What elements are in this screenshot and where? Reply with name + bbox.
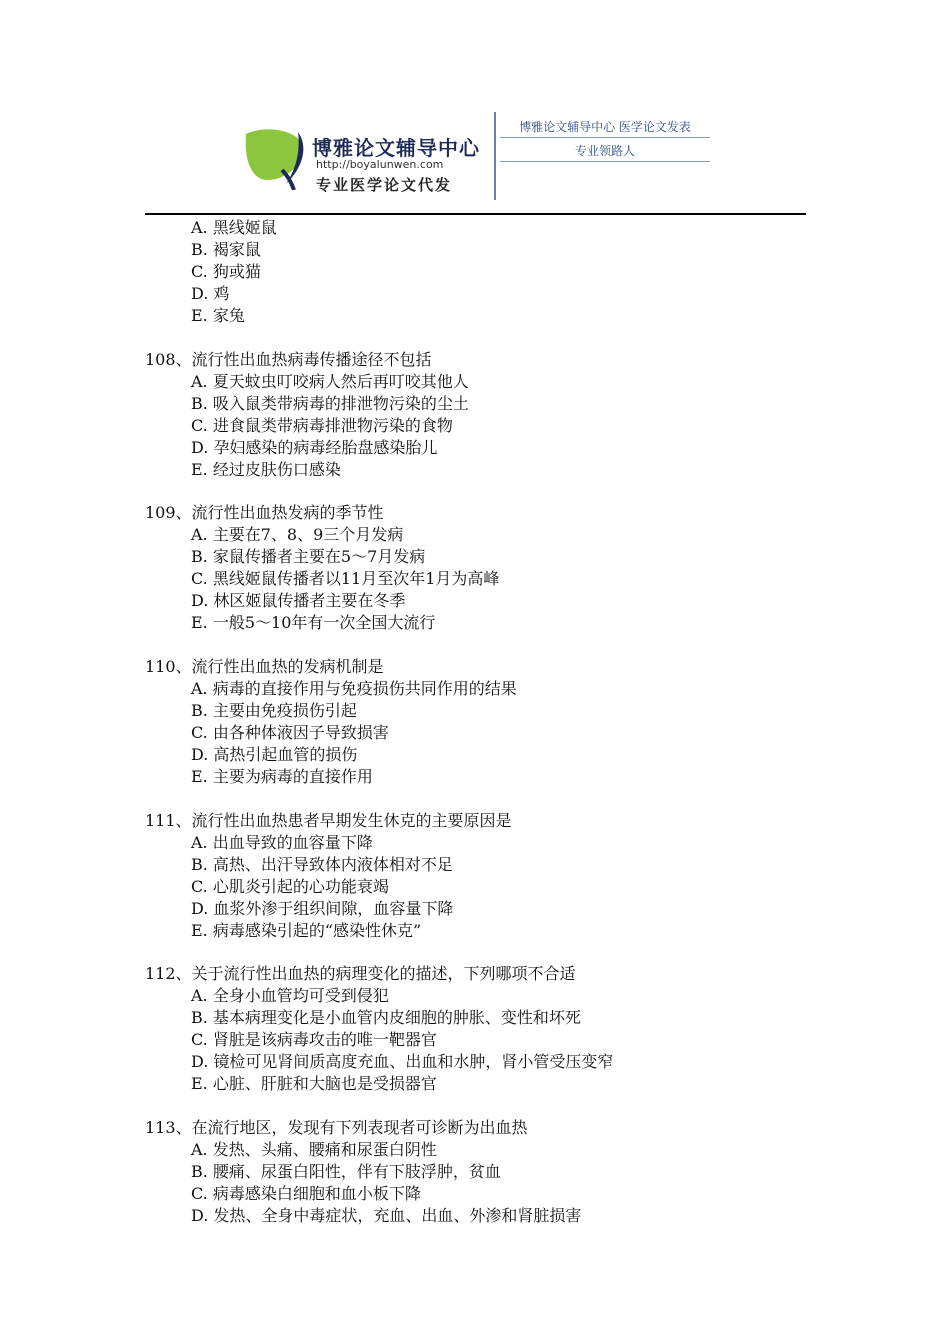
question-stem: 110、流行性出血热的发病机制是 — [145, 657, 384, 677]
logo — [238, 110, 490, 200]
option: C. 黑线姬鼠传播者以11月至次年1月为高峰 — [191, 569, 500, 589]
option: D. 鸡 — [191, 284, 230, 303]
header-right — [500, 116, 710, 162]
question-stem: 111、流行性出血热患者早期发生休克的主要原因是 — [145, 810, 512, 830]
option: A. 病毒的直接作用与免疫损伤共同作用的结果 — [191, 679, 517, 699]
option: E. 主要为病毒的直接作用 — [191, 767, 373, 787]
logo-title: 博雅论文辅导中心 — [312, 136, 480, 160]
option: C. 进食鼠类带病毒排泄物污染的食物 — [191, 415, 453, 435]
option: C. 肾脏是该病毒攻击的唯一靶器官 — [191, 1030, 437, 1050]
option: E. 家兔 — [191, 306, 245, 325]
option: B. 腰痛、尿蛋白阳性，伴有下肢浮肿，贫血 — [191, 1162, 501, 1182]
header-underline — [500, 137, 710, 138]
option: C. 心肌炎引起的心功能衰竭 — [191, 876, 389, 896]
question-stem: 108、流行性出血热病毒传播途径不包括 — [145, 349, 432, 369]
question-stem: 113、在流行地区，发现有下列表现者可诊断为出血热 — [145, 1118, 528, 1138]
option: A. 夏天蚊虫叮咬病人然后再叮咬其他人 — [191, 371, 469, 391]
option: B. 主要由免疫损伤引起 — [191, 701, 357, 721]
question-list — [145, 217, 805, 1227]
option: B. 褐家鼠 — [191, 240, 261, 259]
option: D. 高热引起血管的损伤 — [191, 745, 358, 765]
logo-url: http://boyalunwen.com — [316, 158, 444, 171]
option: C. 由各种体液因子导致损害 — [191, 723, 389, 743]
option: B. 高热、出汗导致体内液体相对不足 — [191, 854, 453, 874]
header-underline — [500, 161, 710, 162]
header-org-line: 博雅论文辅导中心 医学论文发表 — [519, 120, 691, 134]
header-divider — [494, 112, 496, 200]
option: A. 黑线姬鼠 — [191, 218, 277, 237]
page-header — [238, 110, 718, 210]
option: A. 全身小血管均可受到侵犯 — [191, 986, 389, 1006]
option: E. 心脏、肝脏和大脑也是受损器官 — [191, 1074, 437, 1094]
option: C. 狗或猫 — [191, 262, 261, 281]
option: D. 发热、全身中毒症状，充血、出血、外渗和肾脏损害 — [191, 1206, 582, 1226]
option: D. 孕妇感染的病毒经胎盘感染胎儿 — [191, 437, 438, 457]
leaf-logo-icon — [242, 126, 312, 190]
option: C. 病毒感染白细胞和血小板下降 — [191, 1184, 421, 1204]
question-stem: 109、流行性出血热发病的季节性 — [145, 503, 384, 523]
option: D. 血浆外渗于组织间隙，血容量下降 — [191, 898, 454, 918]
option: B. 家鼠传播者主要在5～7月发病 — [191, 547, 426, 567]
option: A. 出血导致的血容量下降 — [191, 832, 373, 852]
logo-tagline: 专业医学论文代发 — [316, 176, 453, 194]
option: B. 吸入鼠类带病毒的排泄物污染的尘土 — [191, 393, 469, 413]
option: B. 基本病理变化是小血管内皮细胞的肿胀、变性和坏死 — [191, 1008, 581, 1028]
header-rule — [145, 213, 806, 215]
option: D. 林区姬鼠传播者主要在冬季 — [191, 591, 406, 611]
option: E. 经过皮肤伤口感染 — [191, 459, 341, 479]
option: A. 发热、头痛、腰痛和尿蛋白阴性 — [191, 1140, 437, 1160]
header-slogan: 专业领路人 — [574, 144, 635, 158]
option: E. 一般5～10年有一次全国大流行 — [191, 613, 436, 633]
question-stem: 112、关于流行性出血热的病理变化的描述，下列哪项不合适 — [145, 964, 576, 984]
option: D. 镜检可见肾间质高度充血、出血和水肿，肾小管受压变窄 — [191, 1052, 614, 1072]
option: A. 主要在7、8、9三个月发病 — [191, 525, 404, 545]
option: E. 病毒感染引起的“感染性休克” — [191, 920, 422, 940]
